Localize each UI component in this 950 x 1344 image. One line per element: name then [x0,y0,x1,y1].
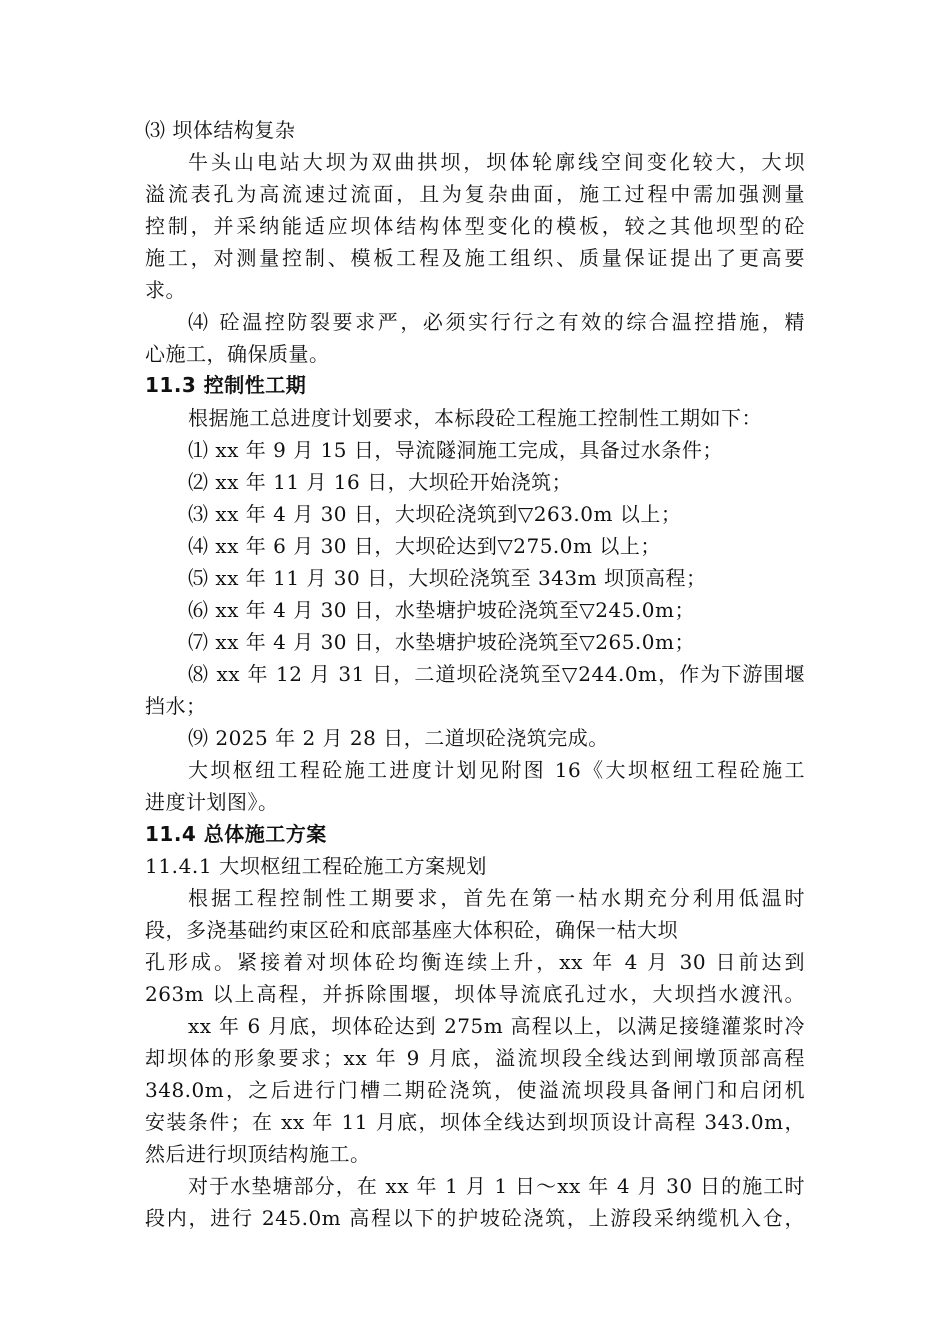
paragraph-line: 263m 以上高程，并拆除围堰，坝体导流底孔过水，大坝挡水渡汛。 [145,982,805,1006]
paragraph-line: 孔形成。紧接着对坝体砼均衡连续上升，xx 年 4 月 30 日前达到 [145,950,805,974]
paragraph-line: 施工，对测量控制、模板工程及施工组织、质量保证提出了更高要 [145,246,805,270]
list-item: ⑼ 2025 年 2 月 28 日，二道坝砼浇筑完成。 [188,726,609,750]
paragraph-line: 进度计划图》。 [145,790,279,814]
paragraph-line: 求。 [145,278,186,302]
paragraph-line: 溢流表孔为高流速过流面，且为复杂曲面，施工过程中需加强测量 [145,182,805,206]
list-item: ⑶ 坝体结构复杂 [145,118,296,142]
list-item: ⑷ xx 年 6 月 30 日，大坝砼达到▽275.0m 以上； [188,534,661,558]
paragraph-line: 段，多浇基础约束区砼和底部基座大体积砼，确保一枯大坝 [145,918,678,942]
list-item: ⑷ 砼温控防裂要求严，必须实行行之有效的综合温控措施，精 [188,310,805,334]
paragraph-line: 然后进行坝顶结构施工。 [145,1142,371,1166]
list-item: ⑸ xx 年 11 月 30 日，大坝砼浇筑至 343m 坝顶高程； [188,566,707,590]
list-item: ⑺ xx 年 4 月 30 日，水垫塘护坡砼浇筑至▽265.0m； [188,630,695,654]
paragraph-line: 大坝枢纽工程砼施工进度计划见附图 16《大坝枢纽工程砼施工 [188,758,805,782]
list-item: ⑻ xx 年 12 月 31 日，二道坝砼浇筑至▽244.0m，作为下游围堰 [188,662,805,686]
list-item: ⑴ xx 年 9 月 15 日，导流隧洞施工完成，具备过水条件； [188,438,723,462]
list-item: ⑶ xx 年 4 月 30 日，大坝砼浇筑到▽263.0m 以上； [188,502,682,526]
paragraph-line: 根据施工总进度计划要求，本标段砼工程施工控制性工期如下： [188,406,762,430]
paragraph-line: 对于水垫塘部分，在 xx 年 1 月 1 日～xx 年 4 月 30 日的施工时 [188,1174,805,1198]
paragraph-line: 却坝体的形象要求；xx 年 9 月底，溢流坝段全线达到闸墩顶部高程 [145,1046,805,1070]
paragraph-line: 348.0m，之后进行门槽二期砼浇筑，使溢流坝段具备闸门和启闭机 [145,1078,805,1102]
paragraph-line: 段内，进行 245.0m 高程以下的护坡砼浇筑，上游段采纳缆机入仓， [145,1206,805,1230]
paragraph-line: 牛头山电站大坝为双曲拱坝，坝体轮廓线空间变化较大，大坝 [188,150,805,174]
list-item: ⑵ xx 年 11 月 16 日，大坝砼开始浇筑； [188,470,573,494]
paragraph-line: 挡水； [145,694,207,718]
list-item: ⑹ xx 年 4 月 30 日，水垫塘护坡砼浇筑至▽245.0m； [188,598,695,622]
paragraph-line: 根据工程控制性工期要求，首先在第一枯水期充分利用低温时 [188,886,805,910]
paragraph-line: 控制，并采纳能适应坝体结构体型变化的模板，较之其他坝型的砼 [145,214,805,238]
paragraph-line: 心施工，确保质量。 [145,342,330,366]
subsection-heading: 11.4.1 大坝枢纽工程砼施工方案规划 [145,854,487,878]
section-heading: 11.3 控制性工期 [145,373,307,397]
paragraph-line: xx 年 6 月底，坝体砼达到 275m 高程以上，以满足接缝灌浆时冷 [188,1014,805,1038]
section-heading: 11.4 总体施工方案 [145,822,327,846]
paragraph-line: 安装条件；在 xx 年 11 月底，坝体全线达到坝顶设计高程 343.0m， [145,1110,805,1134]
